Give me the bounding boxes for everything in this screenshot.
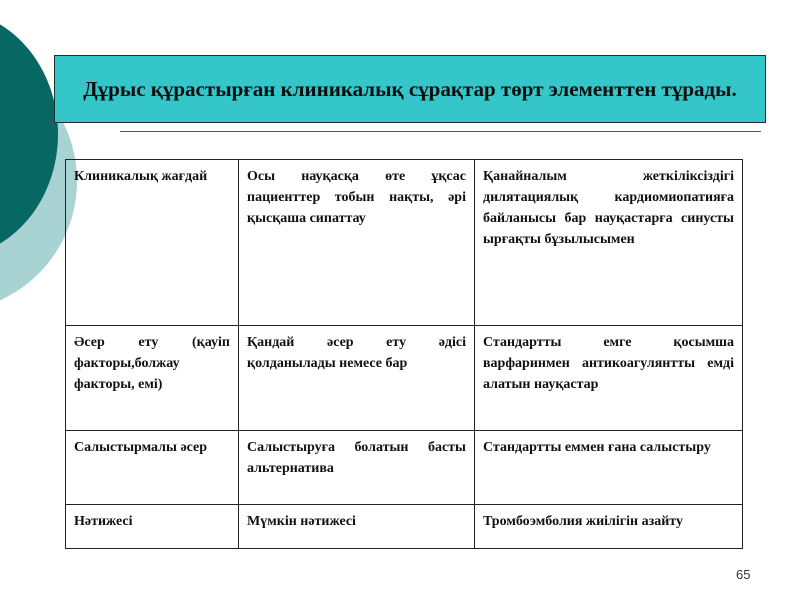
slide-title-box <box>54 55 766 123</box>
table-cell-example: Стандартты еммен ғана салыстыру <box>475 431 743 505</box>
table-row <box>66 431 743 505</box>
table-cell-question: Салыстыруға болатын басты альтернатива <box>239 431 475 505</box>
table-cell-element: Салыстырмалы әсер <box>66 431 239 505</box>
pico-table <box>65 159 743 549</box>
table-cell-question: Осы науқасқа өте ұқсас пациенттер тобын нақты, әрі қысқаша сипаттау <box>239 160 475 326</box>
table-cell-example: Қанайналым жеткіліксіздігі дилятациялық кардиомиопатияға байланысы бар науқастарға синусты ырғақты бұзылысымен <box>475 160 743 326</box>
table-cell-element: Клиникалық жағдай <box>66 160 239 326</box>
table-cell-question: Мүмкін нәтижесі <box>239 505 475 549</box>
table-cell-example: Стандартты емге қосымша варфаринмен антикоагулянтты емді алатын науқастар <box>475 326 743 431</box>
page-number: 65 <box>736 567 751 582</box>
table-cell-example: Тромбоэмболия жиілігін азайту <box>475 505 743 549</box>
table-cell-question: Қандай әсер ету әдісі қолданылады немесе бар <box>239 326 475 431</box>
table-row <box>66 326 743 431</box>
table-cell-element: Әсер ету (қауіп факторы,болжау факторы, емі) <box>66 326 239 431</box>
table-row <box>66 505 743 549</box>
table-row <box>66 160 743 326</box>
table-cell-element: Нәтижесі <box>66 505 239 549</box>
slide-title: Дұрыс құрастырған клиникалық сұрақтар төрт элементтен тұрады. <box>83 76 737 101</box>
title-divider-line <box>120 131 761 132</box>
